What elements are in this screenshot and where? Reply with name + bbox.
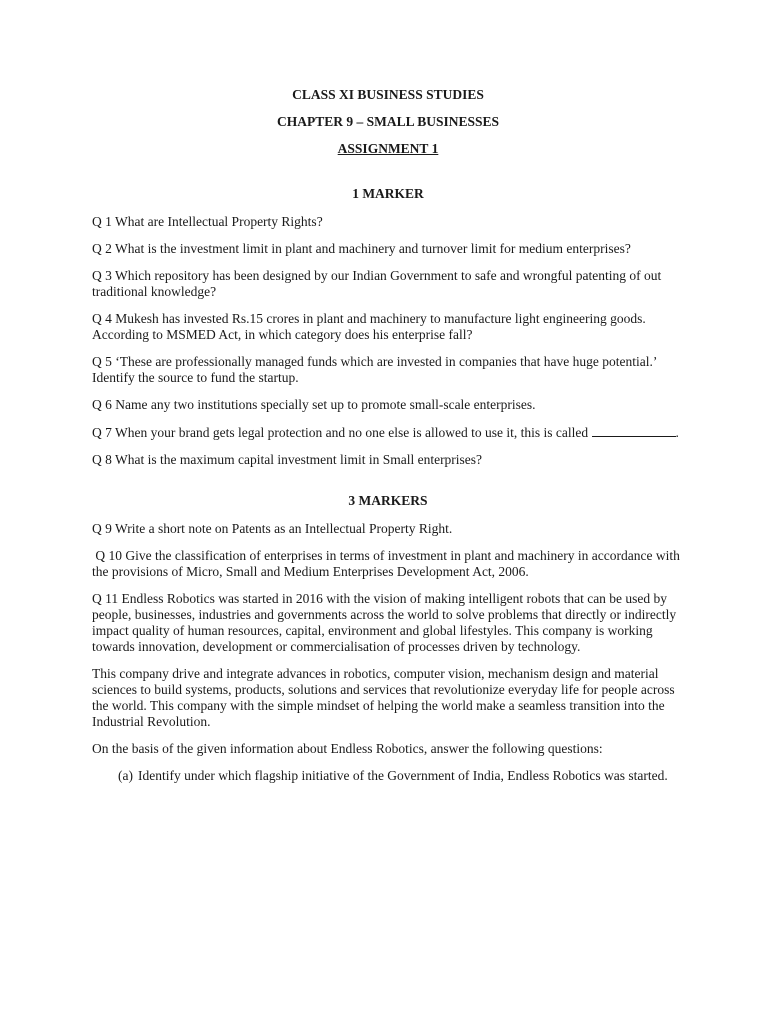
- question-5: Q 5 ‘These are professionally managed funds which are invested in companies that have huge potential.’ Identify the source to fund the startup.: [92, 354, 657, 385]
- sub-question-list: [92, 768, 684, 784]
- sub-question-a: [92, 768, 684, 784]
- question-11-paragraph-2: This company drive and integrate advances in robotics, computer vision, mechanism design and material sciences to build systems, products, solutions and services that revolutionize everyday life for people across the world. This company with the simple mindset of helping the world make a seamless transition into the Industrial Revolution.: [92, 666, 675, 729]
- chapter-heading: CHAPTER 9 – SMALL BUSINESSES: [276, 114, 500, 129]
- question-7: [92, 424, 684, 441]
- question-4: Q 4 Mukesh has invested Rs.15 crores in plant and machinery to manufacture light engineering goods. According to MSMED Act, in which category does his enterprise fall?: [92, 311, 646, 342]
- class-heading: CLASS XI BUSINESS STUDIES: [292, 87, 484, 102]
- section-title-1-marker: 1 MARKER: [352, 186, 424, 201]
- assignment-heading: [92, 141, 684, 157]
- question-1: Q 1 What are Intellectual Property Rights?: [92, 214, 323, 229]
- question-9: Q 9 Write a short note on Patents as an Intellectual Property Right.: [92, 521, 453, 536]
- section-title-3-markers: 3 MARKERS: [348, 493, 428, 508]
- question-7-suffix: .: [675, 425, 679, 440]
- question-3: Q 3 Which repository has been designed by our Indian Government to safe and wrongful patenting of out traditional knowledge?: [92, 268, 662, 299]
- question-11-paragraph-1: Q 11 Endless Robotics was started in 2016 with the vision of making intelligent robots that can be used by people, businesses, industries and governments across the world to solve problems that directly or indirectly impact quality of human resources, capital, environment and global lifestyles. This company is working towards innovation, development or commercialisation of processes driven by technology.: [92, 591, 677, 654]
- question-7-text: Q 7 When your brand gets legal protection and no one else is allowed to use it, this is called: [92, 425, 589, 440]
- sub-question-text: Identify under which flagship initiative of the Government of India, Endless Robotics was started.: [138, 768, 668, 783]
- sub-question-marker: (a): [118, 768, 133, 783]
- fill-in-blank: [592, 424, 676, 437]
- question-11-paragraph-3: On the basis of the given information about Endless Robotics, answer the following questions:: [92, 741, 603, 756]
- question-8: Q 8 What is the maximum capital investment limit in Small enterprises?: [92, 452, 483, 467]
- question-10: Q 10 Give the classification of enterprises in terms of investment in plant and machinery in accordance with the provisions of Micro, Small and Medium Enterprises Development Act, 2006.: [92, 548, 684, 579]
- question-2: Q 2 What is the investment limit in plant and machinery and turnover limit for medium enterprises?: [92, 241, 631, 256]
- assignment-heading-text: ASSIGNMENT 1: [337, 141, 439, 156]
- question-6: Q 6 Name any two institutions specially set up to promote small-scale enterprises.: [92, 397, 536, 412]
